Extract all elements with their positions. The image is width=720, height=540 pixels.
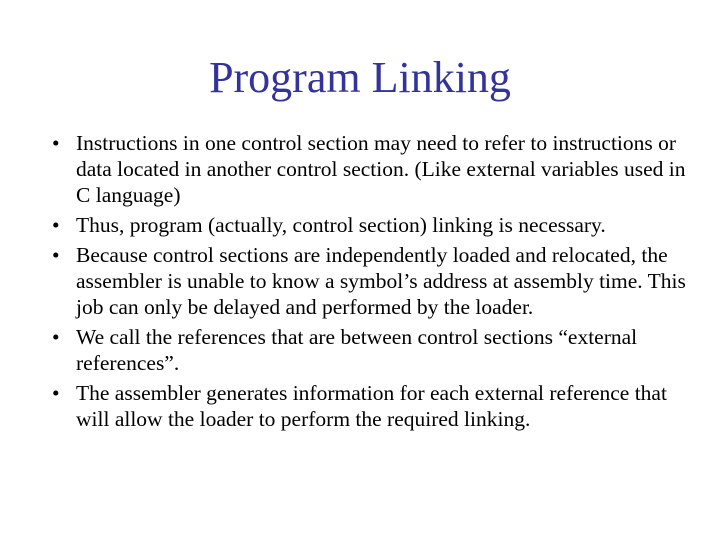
- bullet-list: [48, 130, 688, 436]
- bullet-text: Because control sections are independently loaded and relocated, the assembler is unable to know a symbol’s address at assembly time. This job can only be delayed and performed by the loader.: [76, 243, 686, 319]
- bullet-item-3: [48, 242, 688, 320]
- bullet-text: Thus, program (actually, control section) linking is necessary.: [76, 213, 606, 237]
- bullet-marker: •: [52, 243, 60, 267]
- bullet-item-5: [48, 380, 688, 432]
- bullet-marker: •: [52, 131, 60, 155]
- bullet-marker: •: [52, 213, 60, 237]
- bullet-marker: •: [52, 381, 60, 405]
- slide-title: Program Linking: [209, 53, 511, 102]
- bullet-marker: •: [52, 325, 60, 349]
- bullet-text: The assembler generates information for each external reference that will allow the loader to perform the required linking.: [76, 381, 667, 431]
- bullet-item-2: [48, 212, 688, 238]
- bullet-text: Instructions in one control section may need to refer to instructions or data located in another control section. (Like external variables used in C language): [76, 131, 686, 207]
- bullet-text: We call the references that are between control sections “external references”.: [76, 325, 638, 375]
- bullet-item-4: [48, 324, 688, 376]
- bullet-item-1: [48, 130, 688, 208]
